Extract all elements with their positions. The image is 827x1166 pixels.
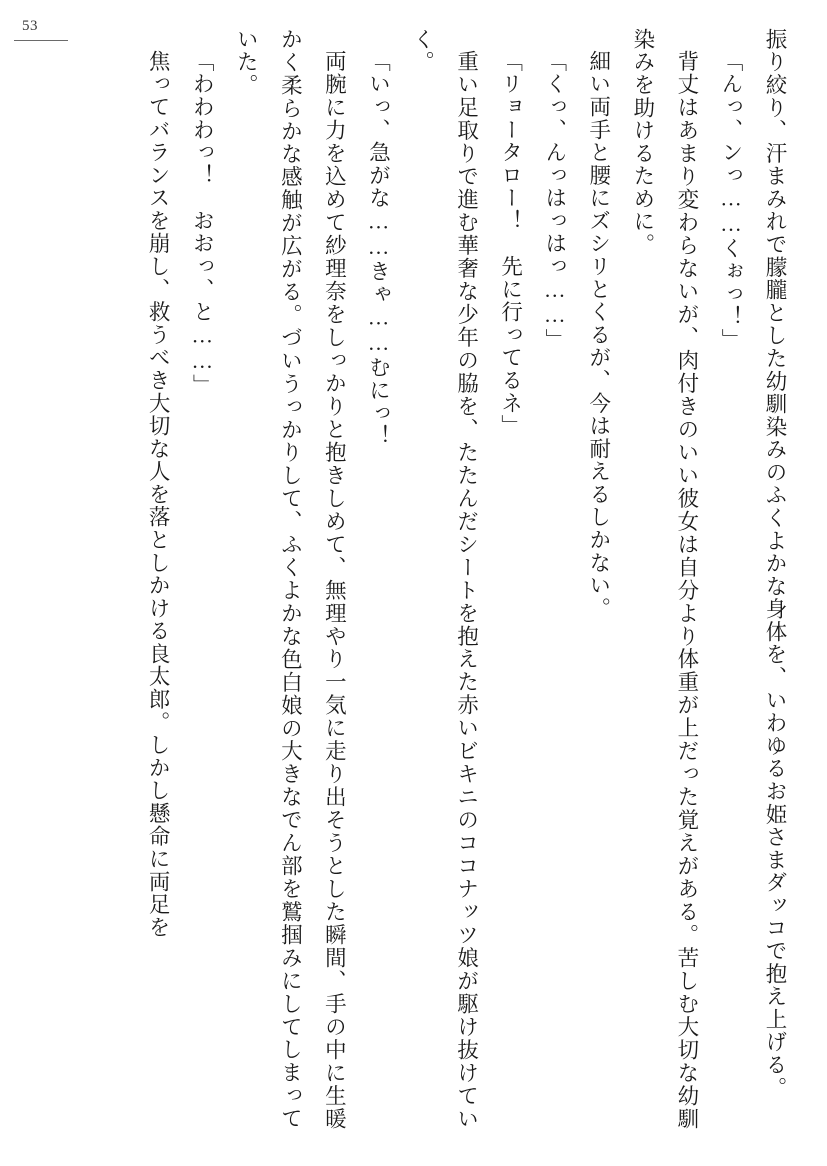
page-number: 53	[22, 18, 38, 34]
paragraph: 振り絞り、汗まみれで朦朧とした幼馴染みのふくよかな身体を、いわゆるお姫さまダッコで抱え上げる。	[763, 28, 787, 1100]
paragraph: 重い足取りで進む華奢な少年の脇を、たたんだシートを抱えた赤いビキニのココナッツ娘が駆け抜けていく。	[410, 28, 479, 1130]
paragraph: 「リョータロー！ 先に行ってるネ」	[498, 49, 523, 437]
paragraph: 背丈はあまり変わらないが、肉付きのいい彼女は自分より体重が上だった覚えがある。苦しむ大切な幼馴染みを助けるために。	[630, 28, 699, 1130]
body-text-block	[60, 28, 797, 1130]
paragraph: 「くっ、んっはっはっ……」	[542, 49, 567, 351]
paragraph: 「んっ、ンっ……くぉっ！」	[718, 49, 743, 351]
paragraph: 「いっ、急がな……きゃ……むにっ！	[366, 49, 391, 447]
paragraph: 細い両手と腰にズシリとくるが、今は耐えるしかない。	[586, 49, 611, 620]
paragraph: 両腕に力を込めて紗理奈をしっかりと抱きしめて、無理やり一気に走り出そうとした瞬間、手の中に生暖かく柔らかな感触が広がる。づいうっかりして、ふくよかな色白娘の大きなでん部を鷲掴みにしてしまっていた。	[234, 28, 347, 1130]
paragraph: 「わわわっ！ おおっ、と……」	[190, 49, 215, 397]
paragraph: 焦ってバランスを崩し、救うべき大切な人を落としかける良太郎。しかし懸命に両足を	[146, 49, 171, 939]
